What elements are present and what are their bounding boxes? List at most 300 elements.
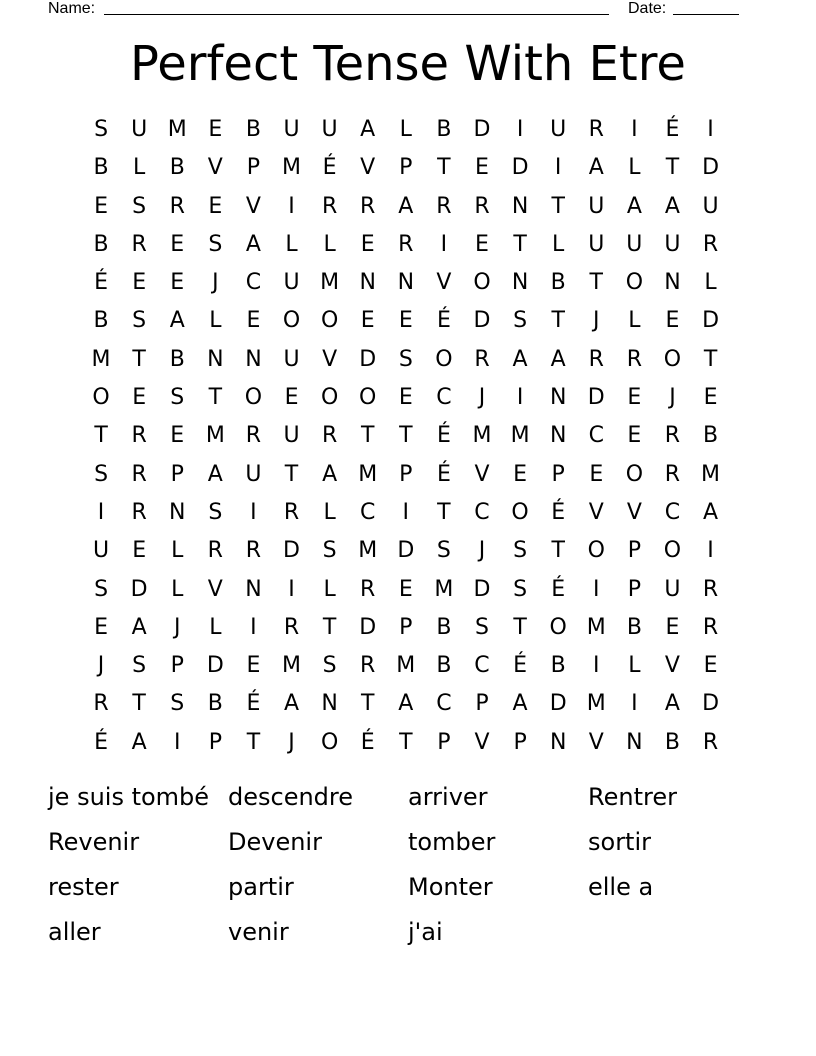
grid-letter[interactable]: T [360,423,375,449]
grid-letter[interactable]: S [322,538,337,564]
grid-letter[interactable]: V [588,499,604,525]
grid-letter[interactable]: B [703,423,719,449]
grid-letter[interactable]: R [474,193,490,219]
grid-letter[interactable]: P [627,538,641,564]
grid-letter[interactable]: C [474,653,490,679]
grid-letter[interactable]: U [131,117,148,142]
grid-letter[interactable]: R [436,193,452,219]
grid-letter[interactable]: S [94,117,109,142]
grid-letter[interactable]: O [282,308,301,334]
grid-letter[interactable]: N [511,193,529,219]
grid-letter[interactable]: L [628,653,641,679]
grid-letter[interactable]: T [437,155,451,181]
grid-letter[interactable]: P [437,729,451,755]
grid-letter[interactable]: M [396,653,416,679]
grid-letter[interactable]: I [593,576,600,602]
grid-letter[interactable]: S [398,346,413,372]
grid-letter[interactable]: A [360,117,376,142]
grid-letter[interactable]: T [589,270,603,296]
grid-letter[interactable]: B [436,614,452,640]
grid-letter[interactable]: O [435,346,453,372]
grid-letter[interactable]: S [132,308,147,334]
grid-letter[interactable]: N [245,576,262,602]
grid-letter[interactable]: U [245,461,262,487]
grid-letter[interactable]: P [246,155,261,181]
grid-letter[interactable]: M [91,346,111,372]
grid-letter[interactable]: S [132,653,147,679]
word-list-item: elle a [588,873,654,901]
grid-letter[interactable]: É [246,691,261,717]
grid-letter[interactable]: T [513,231,527,257]
grid-letter[interactable]: T [399,729,413,755]
grid-letter[interactable]: L [209,614,222,640]
grid-letter[interactable]: E [398,385,413,411]
grid-letter[interactable]: C [664,499,681,525]
grid-letter[interactable]: L [323,499,336,525]
grid-letter[interactable]: U [92,538,110,564]
grid-letter[interactable]: J [478,538,486,564]
grid-letter[interactable]: B [207,691,223,717]
grid-letter[interactable]: A [283,691,300,717]
grid-letter[interactable]: U [702,193,719,219]
grid-letter[interactable]: R [245,538,262,564]
grid-letter[interactable]: E [360,308,375,334]
grid-letter[interactable]: I [288,193,295,219]
grid-letter[interactable]: É [436,461,451,487]
grid-letter[interactable]: R [131,499,147,525]
grid-letter[interactable]: E [132,385,147,411]
grid-letter[interactable]: T [132,691,146,717]
grid-letter[interactable]: C [474,499,490,525]
grid-letter[interactable]: A [245,231,261,257]
grid-letter[interactable]: S [322,653,337,679]
grid-letter[interactable]: D [702,155,720,181]
grid-letter[interactable]: M [586,614,606,640]
grid-letter[interactable]: M [434,576,454,602]
grid-letter[interactable]: E [665,614,680,640]
word-list-item: arriver [408,783,488,811]
grid-letter[interactable]: B [550,270,566,296]
name-blank-line[interactable] [104,14,609,15]
grid-letter[interactable]: P [399,614,413,640]
grid-letter[interactable]: P [170,653,184,679]
grid-letter[interactable]: R [321,193,338,219]
grid-letter[interactable]: D [511,155,529,181]
grid-letter[interactable]: P [475,691,489,717]
grid-letter[interactable]: S [513,308,528,334]
grid-letter[interactable]: O [625,461,644,487]
grid-letter[interactable]: I [288,576,295,602]
grid-letter[interactable]: R [207,538,223,564]
grid-letter[interactable]: S [170,691,185,717]
grid-letter[interactable]: S [475,614,489,640]
grid-letter[interactable]: V [474,729,490,755]
grid-letter[interactable]: O [320,308,339,334]
grid-letter[interactable]: T [703,346,718,372]
grid-letter[interactable]: E [132,270,147,296]
grid-letter[interactable]: M [358,461,378,487]
grid-letter[interactable]: D [587,385,605,411]
grid-letter[interactable]: A [512,346,528,372]
grid-letter[interactable]: R [702,729,719,755]
grid-letter[interactable]: D [283,538,300,564]
grid-letter[interactable]: V [207,155,223,181]
grid-letter[interactable]: O [511,499,529,525]
grid-letter[interactable]: U [283,346,300,372]
grid-letter[interactable]: I [554,155,562,181]
grid-letter[interactable]: V [207,576,223,602]
grid-letter[interactable]: V [436,270,452,296]
grid-letter[interactable]: R [398,231,414,257]
grid-letter[interactable]: S [94,576,109,602]
grid-letter[interactable]: B [93,231,109,257]
grid-letter[interactable]: T [551,193,565,219]
grid-letter[interactable]: E [208,117,223,142]
grid-letter[interactable]: D [702,691,720,717]
grid-letter[interactable]: T [246,729,261,755]
grid-letter[interactable]: B [93,155,109,181]
grid-letter[interactable]: V [245,193,261,219]
grid-letter[interactable]: J [173,614,181,640]
grid-letter[interactable]: I [631,691,638,717]
grid-letter[interactable]: M [320,270,340,296]
grid-letter[interactable]: D [359,346,377,372]
grid-letter[interactable]: O [663,538,682,564]
grid-letter[interactable]: R [360,193,376,219]
grid-letter[interactable]: É [360,729,375,755]
grid-letter[interactable]: J [212,270,219,296]
grid-letter[interactable]: L [628,155,641,181]
grid-letter[interactable]: P [551,461,565,487]
grid-letter[interactable]: T [322,614,337,640]
grid-letter[interactable]: O [473,270,491,296]
grid-letter[interactable]: U [588,193,605,219]
grid-letter[interactable]: M [701,461,721,487]
grid-letter[interactable]: R [702,576,719,602]
grid-letter[interactable]: U [588,231,605,257]
grid-letter[interactable]: E [475,231,489,257]
grid-letter[interactable]: I [516,117,524,142]
grid-letter[interactable]: R [360,653,376,679]
grid-letter[interactable]: P [170,461,184,487]
grid-letter[interactable]: D [473,117,491,142]
grid-row [82,264,730,302]
grid-letter[interactable]: R [664,461,681,487]
grid-letter[interactable]: R [169,193,185,219]
grid-letter[interactable]: O [320,729,339,755]
grid-letter[interactable]: N [511,270,529,296]
grid-letter[interactable]: O [625,270,644,296]
grid-letter[interactable]: T [94,423,108,449]
grid-letter[interactable]: N [549,385,567,411]
grid-letter[interactable]: U [283,117,300,142]
grid-letter[interactable]: A [131,614,147,640]
grid-letter[interactable]: N [549,729,567,755]
grid-letter[interactable]: E [246,308,261,334]
grid-letter[interactable]: L [323,231,336,257]
grid-letter[interactable]: A [664,691,680,717]
grid-letter[interactable]: S [513,538,528,564]
grid-letter[interactable]: R [131,231,147,257]
grid-letter[interactable]: C [436,691,452,717]
grid-letter[interactable]: R [588,117,604,142]
grid-letter[interactable]: E [627,385,642,411]
grid-letter[interactable]: D [473,576,491,602]
grid-letter[interactable]: R [360,576,376,602]
grid-letter[interactable]: M [205,423,225,449]
grid-letter[interactable]: A [512,691,528,717]
grid-letter[interactable]: U [626,231,643,257]
grid-letter[interactable]: T [513,614,527,640]
grid-letter[interactable]: A [207,461,223,487]
grid-letter[interactable]: L [552,231,565,257]
grid-letter[interactable]: A [398,691,414,717]
grid-letter[interactable]: U [321,117,338,142]
grid-letter[interactable]: E [475,155,489,181]
grid-letter[interactable]: A [664,193,680,219]
grid-letter[interactable]: E [703,653,718,679]
grid-letter[interactable]: O [549,614,567,640]
grid-letter[interactable]: T [132,346,146,372]
grid-row [82,685,730,723]
grid-letter[interactable]: D [359,614,377,640]
grid-letter[interactable]: É [94,729,108,755]
grid-letter[interactable]: P [399,461,413,487]
grid-letter[interactable]: L [133,155,146,181]
grid-letter[interactable]: T [665,155,680,181]
grid-letter[interactable]: R [474,346,490,372]
grid-letter[interactable]: I [402,499,410,525]
grid-letter[interactable]: E [94,193,108,219]
grid-letter[interactable]: O [244,385,263,411]
grid-letter[interactable]: A [588,155,604,181]
grid-letter[interactable]: R [588,346,604,372]
grid-letter[interactable]: R [321,423,338,449]
grid-letter[interactable]: S [208,499,223,525]
grid-letter[interactable]: E [170,270,185,296]
grid-letter[interactable]: B [436,117,452,142]
grid-letter[interactable]: C [588,423,604,449]
grid-letter[interactable]: L [628,308,641,334]
grid-letter[interactable]: L [209,308,222,334]
grid-letter[interactable]: E [513,461,528,487]
grid-letter[interactable]: É [322,155,337,181]
grid-letter[interactable]: É [551,576,566,602]
grid-letter[interactable]: V [588,729,604,755]
grid-letter[interactable]: E [665,308,680,334]
grid-letter[interactable]: A [550,346,566,372]
word-list-item: je suis tombé [48,783,210,811]
grid-letter[interactable]: M [358,538,378,564]
grid-letter[interactable]: N [321,691,338,717]
grid-letter[interactable]: T [551,308,565,334]
grid-letter[interactable]: V [360,155,376,181]
grid-letter[interactable]: R [93,691,109,717]
grid-letter[interactable]: J [288,729,295,755]
grid-letter[interactable]: P [208,729,222,755]
grid-letter[interactable]: I [593,653,600,679]
grid-letter[interactable]: É [665,117,680,142]
grid-letter[interactable]: L [285,231,298,257]
grid-letter[interactable]: B [436,653,452,679]
grid-letter[interactable]: N [664,270,681,296]
grid-letter[interactable]: R [283,499,300,525]
grid-letter[interactable]: D [702,308,720,334]
grid-letter[interactable]: T [437,499,451,525]
grid-letter[interactable]: E [170,231,185,257]
grid-letter[interactable]: É [513,653,528,679]
grid-letter[interactable]: A [703,499,719,525]
grid-letter[interactable]: J [593,308,600,334]
grid-letter[interactable]: M [510,423,530,449]
grid-letter[interactable]: O [359,385,377,411]
grid-letter[interactable]: N [359,270,376,296]
grid-letter[interactable]: S [94,461,109,487]
grid-letter[interactable]: C [436,385,452,411]
grid-letter[interactable]: R [131,461,147,487]
grid-letter[interactable]: E [132,538,147,564]
grid-letter[interactable]: N [245,346,262,372]
grid-letter[interactable]: N [397,270,415,296]
grid-letter[interactable]: B [169,346,185,372]
grid-letter[interactable]: L [171,538,184,564]
grid-letter[interactable]: N [549,423,567,449]
grid-letter[interactable]: I [250,614,257,640]
grid-letter[interactable]: M [586,691,606,717]
grid-letter[interactable]: I [173,729,181,755]
grid-letter[interactable]: O [663,346,682,372]
grid-letter[interactable]: B [626,614,642,640]
grid-letter[interactable]: T [399,423,413,449]
grid-letter[interactable]: U [283,423,300,449]
grid-letter[interactable]: L [399,117,412,142]
grid-letter[interactable]: J [478,385,486,411]
grid-row [82,724,730,762]
grid-letter[interactable]: N [169,499,186,525]
grid-letter[interactable]: U [664,231,681,257]
grid-letter[interactable]: N [207,346,224,372]
grid-letter[interactable]: E [208,193,223,219]
grid-letter[interactable]: S [132,193,147,219]
grid-letter[interactable]: N [626,729,643,755]
grid-letter[interactable]: R [664,423,681,449]
grid-letter[interactable]: L [704,270,717,296]
grid-letter[interactable]: M [167,117,187,142]
grid-letter[interactable]: M [472,423,492,449]
grid-letter[interactable]: R [283,614,300,640]
grid-letter[interactable]: V [322,346,338,372]
word-list-item: rester [48,873,119,901]
grid-letter[interactable]: T [360,691,375,717]
grid-letter[interactable]: E [398,308,413,334]
grid-letter[interactable]: I [707,117,714,142]
grid-letter[interactable]: O [587,538,605,564]
grid-letter[interactable]: E [284,385,299,411]
grid-letter[interactable]: B [664,729,680,755]
grid-letter[interactable]: S [170,385,185,411]
grid-letter[interactable]: B [245,117,261,142]
grid-letter[interactable]: A [131,729,147,755]
grid-letter[interactable]: D [130,576,148,602]
grid-letter[interactable]: S [208,231,223,257]
grid-letter[interactable]: P [513,729,527,755]
grid-letter[interactable]: L [171,576,184,602]
grid-letter[interactable]: U [550,117,567,142]
grid-letter[interactable]: E [246,653,261,679]
grid-letter[interactable]: T [551,538,565,564]
grid-letter[interactable]: A [322,461,338,487]
grid-letter[interactable]: S [436,538,451,564]
grid-letter[interactable]: É [436,423,451,449]
grid-letter[interactable]: E [627,423,642,449]
grid-letter[interactable]: R [131,423,147,449]
grid-letter[interactable]: A [398,193,414,219]
grid-letter[interactable]: R [702,614,719,640]
grid-letter[interactable]: R [626,346,642,372]
grid-letter[interactable]: R [702,231,719,257]
grid-letter[interactable]: P [627,576,641,602]
grid-letter[interactable]: I [250,499,257,525]
grid-letter[interactable]: B [550,653,566,679]
grid-letter[interactable]: R [245,423,262,449]
grid-letter[interactable]: L [323,576,336,602]
grid-letter[interactable]: E [360,231,375,257]
grid-letter[interactable]: P [399,155,413,181]
grid-letter[interactable]: E [170,423,185,449]
grid-letter[interactable]: É [551,499,566,525]
grid-letter[interactable]: O [92,385,110,411]
grid-letter[interactable]: É [436,308,451,334]
grid-letter[interactable]: V [626,499,642,525]
grid-letter[interactable]: E [398,576,413,602]
grid-letter[interactable]: É [94,270,108,296]
grid-letter[interactable]: D [206,653,224,679]
grid-letter[interactable]: I [97,499,105,525]
grid-letter[interactable]: V [664,653,680,679]
grid-row [82,417,730,455]
grid-letter[interactable]: T [284,461,299,487]
grid-letter[interactable]: U [283,270,300,296]
grid-letter[interactable]: T [208,385,223,411]
grid-letter[interactable]: M [282,155,301,181]
grid-letter[interactable]: I [707,538,714,564]
grid-letter[interactable]: V [474,461,490,487]
grid-letter[interactable]: I [516,385,524,411]
grid-letter[interactable]: A [626,193,642,219]
grid-letter[interactable]: E [703,385,718,411]
grid-letter[interactable]: M [282,653,301,679]
grid-letter[interactable]: D [473,308,491,334]
grid-letter[interactable]: C [360,499,376,525]
grid-letter[interactable]: E [94,614,108,640]
grid-letter[interactable]: I [440,231,448,257]
grid-letter[interactable]: I [631,117,638,142]
grid-letter[interactable]: J [669,385,676,411]
grid-letter[interactable]: C [245,270,262,296]
grid-letter[interactable]: D [549,691,567,717]
grid-letter[interactable]: A [169,308,185,334]
grid-letter[interactable]: D [397,538,415,564]
grid-letter[interactable]: J [97,653,105,679]
word-search-grid [82,111,730,762]
date-blank-line[interactable] [673,14,739,15]
grid-letter[interactable]: S [513,576,528,602]
grid-letter[interactable]: E [589,461,604,487]
grid-letter[interactable]: O [320,385,339,411]
grid-letter[interactable]: U [664,576,681,602]
grid-letter[interactable]: B [169,155,185,181]
grid-letter[interactable]: B [93,308,109,334]
